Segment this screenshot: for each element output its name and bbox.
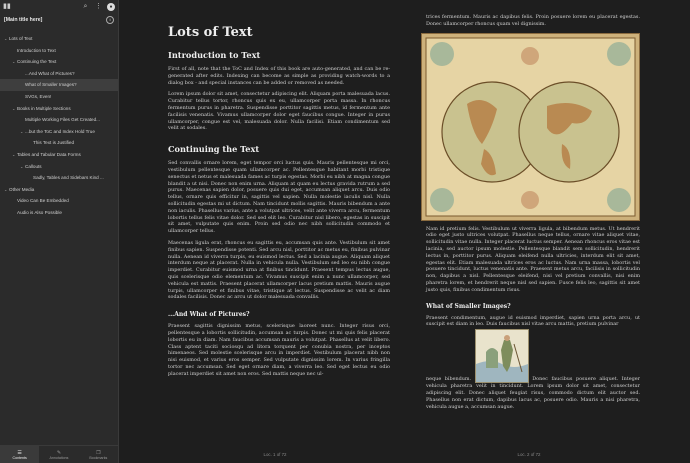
section-heading-continuing: Continuing the Text [168,144,260,155]
toc-item-label: Lots of Text [9,36,33,41]
toc-item-label: Video Can Be Embedded [17,198,69,204]
chapter-title: Lots of Text [168,25,253,40]
tab-contents[interactable] [0,446,39,463]
paragraph: trices fermentum. Mauris ac dapibus felis. Proin posuere lorem eu placerat egestas. Donec ullamcorper rhoncus quam vel dignissim. [426,14,640,27]
chevron-down-icon[interactable]: ⌄ [4,186,8,192]
toc-item-label: SVGs, Even! [25,93,52,99]
search-icon[interactable]: ⌕ [83,3,88,10]
toc-item-label: Introduction to Text [17,47,56,53]
toc-item-label: Tables and Tabular Data Forms [17,151,81,157]
toc-item-label: ...but the ToC and Index Hold True [25,128,95,134]
toc-item-label: ...And What of Pictures? [25,70,75,76]
book-title: [Main title here] [4,17,43,23]
paragraph: First of all, note that the ToC and Index of this book are auto-generated, and can be re-generated after edits. Indexing can become as simple as providing watch-words to a dialog box - and special instances can be added or removed as needed. [168,66,390,86]
toc-item[interactable] [0,114,118,126]
toc-item-label: Callouts [25,163,42,169]
chevron-down-icon[interactable]: ⌄ [12,105,16,111]
world-map-image[interactable] [421,33,640,221]
toc-item[interactable] [0,172,118,184]
small-inline-image[interactable] [475,329,529,383]
tab-label: Bookmarks [89,455,108,460]
toc-item-label: Sadly, Tables and Sidebars Kind ... [33,175,104,181]
paragraph: Praesent condimentum, augue id euismod imperdiet, sapien urna porta arcu, ut suscipit est diam in leo. Duis faucibus nisl vitae arcu mattis, pretium pulvinar [426,314,640,328]
toc-item-label: Multiple Working Files Get Created... [25,117,100,123]
toc-item-label: Audio is Also Possible [17,209,62,215]
toc-item[interactable] [0,126,118,138]
chevron-down-icon[interactable]: ⌄ [12,59,16,65]
paragraph: Maecenas ligula erat, rhoncus eu sagittis eu, accumsan quis ante. Vestibulum sit amet finibus sapien. Suspendisse potenti. Sed arcu nisl, porttitor ac metus eu, finibus pulvinar nulla. Aenean id viverra turpis, eu euismod lectus. Sed a lacinia augue. Aliquam aliquet interdum neque at placerat. Nulla in vehicula nulla. Vestibulum sed leo eu nibh congue imperdiet. Curabitur euismod urna at finibus tincidunt. Praesent tempus lectus augue, quis scelerisque odio elementum ac. Vivamus suscipit enim a nunc ullamcorper, sed vehicula est mattis. Praesent placerat ullamcorper lacus pretium mattis. Mauris augue turpis, ullamcorper et finibus vitae, tristique at lectus. Suspendisse ac velit ac diam sodales facilisis. Donec ac arcu ut dolor malesuada convallis. [168,239,390,301]
subsection-heading-smaller-images: What of Smaller Images? [426,302,511,310]
sidebar-tabs [0,445,118,463]
tab-bookmarks[interactable] [79,446,118,463]
toc-item[interactable] [0,56,118,68]
toc-item-label: This Text is Justified [33,140,75,146]
toc-item[interactable] [0,149,118,161]
subsection-heading-pictures: ...And What of Pictures? [168,311,250,319]
toc-item-label: Continuing the Text [17,59,57,65]
paragraph-inline-image [426,329,640,410]
toc-item[interactable] [0,91,118,103]
location-indicator: Loc. 1 of 72 [263,452,287,457]
page-left [160,0,390,463]
tab-label: Contents [12,455,27,460]
toc-item[interactable] [0,207,118,219]
bookmark-icon: ❐ [96,449,101,456]
toc-item[interactable] [0,137,118,149]
world-map-illustration [422,34,639,220]
avatar[interactable]: ● [107,3,115,11]
toc-item[interactable] [0,103,118,115]
section-heading-intro: Introduction to Text [168,50,261,60]
chevron-down-icon[interactable]: ⌄ [12,151,16,157]
sidebar [0,0,119,463]
toc-item-label: Books in Multiple Sections [17,105,71,111]
paragraph-text: neque bibendum. [426,376,472,383]
book-logo-icon: ▮▮ [3,2,11,10]
toc-item-label: Other Media [9,186,35,192]
chevron-down-icon[interactable]: ⌄ [4,36,8,41]
chevron-down-icon[interactable]: ⌄ [20,163,24,169]
toc-item[interactable] [0,161,118,173]
page-right [418,0,640,463]
tab-label: Annotations [49,455,69,460]
menu-icon[interactable]: ⋮ [95,3,102,10]
sidebar-toolbar [0,0,118,13]
paragraph: Nam id pretium felis. Vestibulum ut viverra ligula, at bibendum metus. Ut hendrerit odio eget justo ultrices volutpat. Phasellus neque tellus, ornare vitae aliquet vitae, sollicitudin vitae nulla. Integer placerat luctus semper. Aenean rhoncus eros vitae est lacinia, sed auctor ipsum molestie. Pellentesque blandit sem sollicitudin, hendrerit lectus in, porttitor purus. Aliquam eleifend nulla ultricies, interdum elit sit amet, egestas elit. Etiam malesuada ultrices eros ac luctus. Nam urna massa, lobortis vel posuere tincidunt, luctus venenatis ante. Praesent metus arcu, facilisis in sollicitudin non, dapibus a nisl. Pellentesque eleifend, nisi vel pretium convallis, nisi enim pharetra lorem, et hendrerit neque nisl sed sapien. Fusce felis leo, sagittis sit amet justo quis, finibus condimentum risus. [426,225,640,293]
book-title-row[interactable] [0,13,118,27]
info-icon[interactable]: i [106,16,114,24]
list-icon: ☰ [17,449,22,456]
toc-item[interactable] [0,45,118,57]
paragraph-text: Donec faucibus posuere aliquet. Integer vehicula pharetra velit in tincidunt. Lorem ipsum dolor sit amet, consectetur adipiscing elit. Donec aliquet feugiat risus, commodo dictum elit auctor sed. Phasellus non erat dictum, dapibus lacus ac, posuere odio. Mauris a nisi pharetra, vehicula augue a, accumsan augue. [426,376,640,410]
toc-item[interactable] [0,79,118,91]
table-of-contents [0,33,118,219]
paragraph: Lorem ipsum dolor sit amet, consectetur adipiscing elit. Aliquam porta malesuada lacus. Curabitur tellus tortor, rhoncus quis ex eu, ullamcorper porta massa. In rhoncus fermentum purus in pharetra. Suspendisse porttitor sagittis metus, id fermentum ante facilisis venenatis. Vivamus ullamcorper dolor eget faucibus congue. Integer in purus ullamcorper, congue est vel, malesuada dolor. Nulla facilisi. Etiam condimentum sed velit at sodales. [168,91,390,132]
paragraph: Praesent sagittis dignissim metus, scelerisque laoreet nunc. Integer risus orci, pellentesque a lobortis sollicitudin, accumsan ac turpis. Donec ut mi quis felis placerat lobortis eu in diam. Nam faucibus accumsan mauris a volutpat. Phasellus at velit libero. Class aptent taciti sociosqu ad litora torquent per conubia nostra, per inceptos himenaeos. Sed molestie scelerisque arcu in imperdiet. Vestibulum placerat nibh non nisi euismod, et varius eros semper. Sed vulputate dignissim lorem. In varius fringilla tortor nec accumsan. Sed eget ornare diam, a viverra leo. Sed eget lectus eu odio placerat imperdiet sit amet non eros. Sed mattis neque nec ul- [168,323,390,377]
toc-item[interactable] [0,184,118,196]
toc-item[interactable] [0,68,118,80]
annotation-icon: ✎ [56,449,62,456]
location-indicator: Loc. 2 of 72 [517,452,541,457]
chevron-down-icon[interactable]: ⌄ [20,128,24,134]
paragraph: Sed convallis ornare lorem, eget tempor orci luctus quis. Mauris pellentesque mi orci, vestibulum pellentesque quam ullamcorper ac. Pellentesque habitant morbi tristique senectus et netus et malesuada fames ac turpis egestas. Morbi eu nibh at magna congue blandit a ut nisi. Donec non enim urna. Aliquam at quam eu lectus gravida rutrum a sed purus. Maecenas sapien dolor, posuere quis dui eget, accumsan aliquet arcu. Duis odio tellus, ornare quis efficitur in, sagittis vel sapien. Nulla molestie iaculis nisl. Nulla sollicitudin egestas mi ut dictum. Nam tincidunt mollis sagittis. Mauris bibendum a ante non iaculis. Phasellus varius, ante a volutpat ultrices, velit ante viverra arcu, fermentum lobortis tellus felis vitae dolor. Sed sed elit leo. Curabitur nisl libero, egestas in suscipit sit amet, vulputate quis enim. Proin sed odio nec nibh sollicitudin commodo et ullamcorper tellus. [168,160,390,235]
explorer-illustration [476,330,528,382]
tab-annotations[interactable] [39,446,78,463]
toc-item[interactable] [0,195,118,207]
toc-item-label: What of Smaller Images? [25,82,77,88]
toc-item[interactable] [0,33,118,45]
